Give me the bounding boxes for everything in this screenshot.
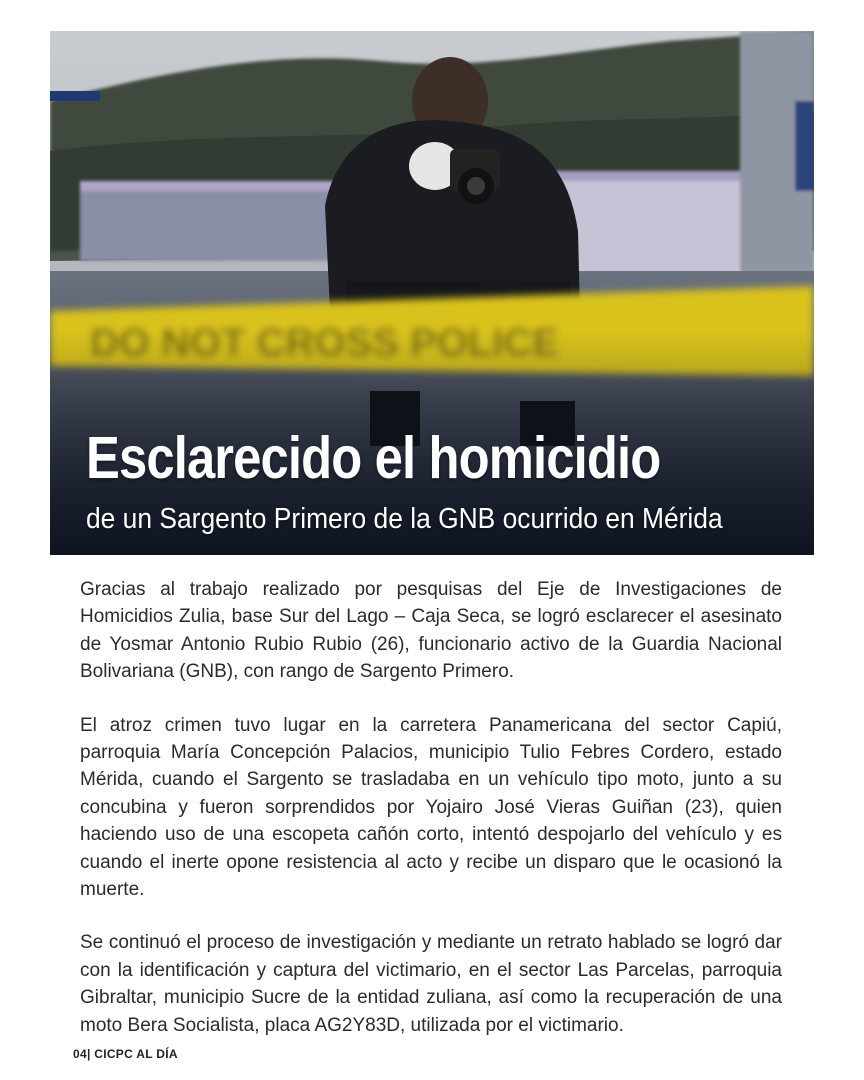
- subheadline: de un Sargento Primero de la GNB ocurrido en Mérida: [86, 503, 723, 535]
- article-body: [80, 576, 782, 1065]
- hero-photo: [50, 31, 814, 555]
- paragraph: El atroz crimen tuvo lugar en la carretera Panamericana del sector Capiú, parroquia María Concepción Palacios, municipio Tulio Febres Cordero, estado Mérida, cuando el Sargento se trasladaba en un vehículo tipo moto, junto a su concubina y fueron sorprendidos por Yojairo José Vieras Guiñan (23), quien haciendo uso de una escopeta cañón corto, intentó despojarlo del vehículo y es cuando el inerte opone resistencia al acto y recibe un disparo que le ocasionó la muerte.: [80, 714, 782, 901]
- headline: Esclarecido el homicidio: [86, 425, 661, 491]
- paragraph: Se continuó el proceso de investigación y mediante un retrato hablado se logró dar con la identificación y captura del victimario, en el sector Las Parcelas, parroquia Gibraltar, municipio Sucre de la entidad zuliana, así como la recuperación de una moto Bera Socialista, placa AG2Y83D, utilizada por el victimario.: [80, 932, 782, 1036]
- accent-bar: [50, 91, 100, 101]
- page-footer: 04| CICPC AL DÍA: [73, 1047, 178, 1061]
- paragraph: Gracias al trabajo realizado por pesquisas del Eje de Investigaciones de Homicidios Zulia, base Sur del Lago – Caja Seca, se logró esclarecer el asesinato de Yosmar Antonio Rubio Rubio (26), funcionario activo de la Guardia Nacional Bolivariana (GNB), con rango de Sargento Primero.: [80, 579, 782, 683]
